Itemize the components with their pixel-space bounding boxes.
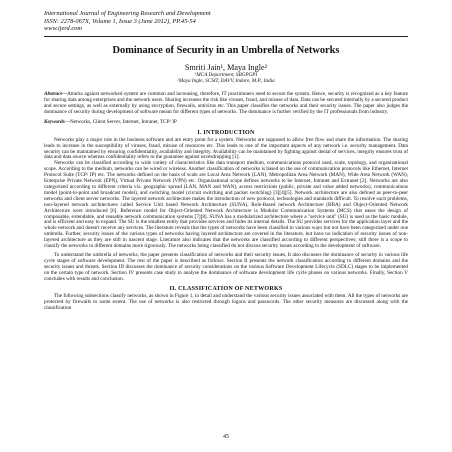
paragraph: To understand the umbrella of networks, the paper presents classification of networks and their security issues. It also discusses the dominance of security in various life cycle stages of software development. The rest of the paper is described as follows. Section II presents the network classification according to different domains and the security issues and threats. Section III discusses the dominance of security considerations on the various Software Development Lifecycle (SDLC) stages to be implemented on the certain type of network. Section IV presents case study to analyse the dominance of software development life cycle phases on various networks. Finally, Section V concludes with results and conclusion. [44,251,408,282]
affiliation-2: ²Maya Ingle, SCSIT, DAVV, Indore, M.P., India [177,77,275,84]
paper-authors: Smriti Jain¹, Maya Ingle² [184,62,268,72]
section-introduction [44,130,408,283]
abstract-lead: Abstract— [44,91,68,98]
section-heading: I. INTRODUCTION [197,129,255,136]
paragraph: Networks can be classified according to wide variety of characteristics like data transport medium, communications protocol used, scale, topology, and organizational scope. According to the medium, networks can be wired or wireless. Another classification of networks is based on the use of communication protocols like Ethernet, Internet Protocol Suite (TCP/ IP) etc. The networks defined on the basis of scale are Local Area Network (LAN), Metropolitan Area Network (MAN), Wide Area Network (WAN), Enterprise Private Network (EPN), Virtual Private Network (VPN) etc. Organizational scope defines networks to be Internet, Intranet and Extranet [2]. Networks are also categorized according to different criteria viz. geographic spread (LAN, MAN and WAN), access restrictions (public, private and value added networks), communications model (point-to-point and broadcast model), and switching model (circuit switching and packet switching) [3][4][5]. Network architecture are also defined as peer-to-peer networks and client server networks. The layered network architecture makes the introduction of new protocol, technologies and standards difficult. To resolve such problems, non-layered network architectures called Service Unit based Network Architecture (SUNA), Role-Based network Architecture (RBA) and Object-Oriented Network Architecture were introduced [6]. Reference model for Object-Oriented Network Architecture is Modular Communication Systems (MCS) that eases the design of composable, extendable, and reusable network communication systems [7][8]. SUNA has a modularized architecture where a "service unit" (SU) is used as the basic module, and is efficient and easy to expand. The SU is the smallest entity that provides services and hides its internal details. The SU provides services for the application layer and the whole network and doesn't receive any services. The literature reveals that the types of networks have been classified in various ways but not have been categorized under one umbrella. Further, security issues of the various types of networks having layered architecture are covered in the literature, but have no indication of security issues of non-layered architecture as they are still in nascent stage. Literature also indicates that the networks are classified according to different perspectives; still there is a scope to classify the networks in different domains more rigorously. The networks being classified do not discuss security issues according to the development of software. [44,160,408,250]
abstract-text: Attacks against networked system are common and increasing, therefore, IT practitioners need to secure the system. Hence, security is recognized as a key feature for sharing data among enterprises and the network users. Sharing increases the risk like viruses, fraud, and misuse of data. Data can be secured internally by a secured product and secure settings, as well as externally by using encryption, firewalls, antivirus etc. This paper classifies the networks and their security issues. The paper also judges the dominance of security during development of software meant for different types of networks. The dominance is further verified by the IT professionals from industry. [44,91,408,115]
keywords [44,120,408,126]
paper-title: Dominance of Security in an Umbrella of Networks [112,44,340,56]
journal-header [44,10,408,33]
abstract [44,92,408,116]
affiliation-1: ¹MCA Department, SBGPGPI [194,71,258,78]
keywords-text: —Networks, Client Server, Internet, Intranet, TCP/ IP [64,118,177,125]
page-number: 45 [223,434,229,440]
section-heading: II. CLASSIFICATION OF NETWORKS [169,286,283,293]
header-rule [44,36,408,37]
section-classification [44,286,408,312]
journal-name: International Journal of Engineering Research and Development [44,10,211,17]
journal-issn: ISSN: 2278-067X, Volume 1, Issue 3 (June 2012), PP.45-54 [44,17,196,25]
paragraph: The following subsections classify networks, as shown in Figure 1, in detail and understand the various security issues associated with them. All the types of networks are protected by firewalls to some extent. The use of networks is also restricted through logons and passwords. The other security measures are discussed along with the classification [44,293,408,312]
journal-site[interactable]: www.ijerd.com [44,25,82,33]
keywords-lead: Keywords [44,118,65,125]
paragraph: Networks play a major role in the business software and are entry point for a system. Networks are supposed to allow free flow and share the information. The sharing leads to increase in the susceptibility of viruses, fraud, misuse of resources etc. This leads to one of the important aspects of any network i.e. security management. Data security can be maintained by ensuring confidentiality, availability and integrity. Availability can be maintained by fighting against denial of services, integrity ensures trust of data and data source whereas confidentiality refers to the guarantee against eavesdropping [1]. [44,136,408,161]
